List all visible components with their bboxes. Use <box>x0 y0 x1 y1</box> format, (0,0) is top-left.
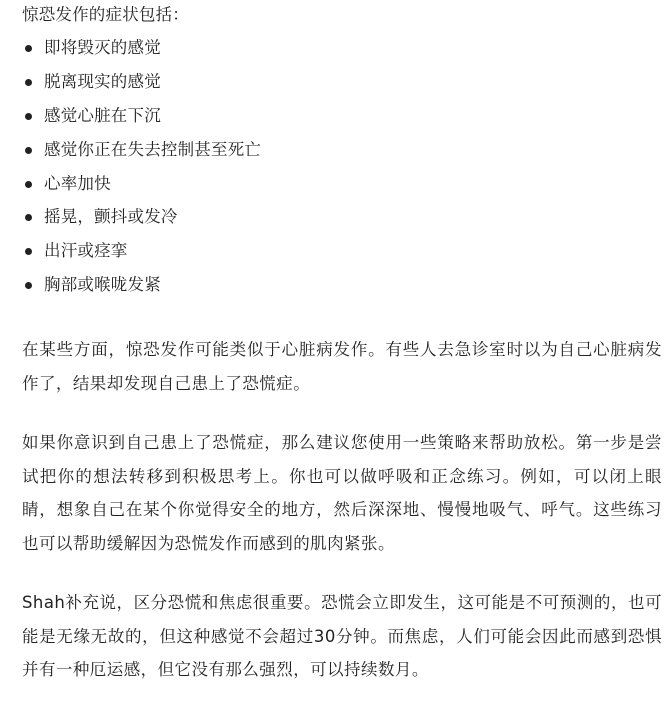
symptom-text: 感觉心脏在下沉 <box>44 105 161 125</box>
paragraph-relaxation: 如果你意识到自己患上了恐慌症，那么建议您使用一些策略来帮助放松。第一步是尝试把你的想法转移到积极思考上。你也可以做呼吸和正念练习。例如，可以闭上眼睛，想象自己在某个你觉得安全的地方，然后深深地、慢慢地吸气、呼气。这些练习也可以帮助缓解因为恐慌发作而感到的肌肉紧张。 <box>22 433 662 553</box>
bullet-icon <box>25 147 32 154</box>
symptom-text: 心率加快 <box>44 173 111 193</box>
symptom-text: 胸部或喉咙发紧 <box>44 275 161 295</box>
bullet-icon <box>25 45 32 52</box>
list-item <box>22 36 662 70</box>
symptoms-intro: 惊恐发作的症状包括： <box>22 5 189 24</box>
symptom-text: 即将毁灭的感觉 <box>44 38 161 57</box>
bullet-icon <box>25 214 32 221</box>
article-body <box>22 0 662 687</box>
bullet-icon <box>25 181 32 188</box>
list-item <box>22 104 662 138</box>
bullet-icon <box>25 248 32 255</box>
bullet-icon <box>25 282 32 289</box>
bullet-icon <box>25 113 32 120</box>
list-item <box>22 239 662 273</box>
list-item <box>22 172 662 206</box>
list-item <box>22 205 662 239</box>
list-item <box>22 273 662 307</box>
symptom-text: 脱离现实的感觉 <box>44 71 161 91</box>
symptom-text: 出汗或痉挛 <box>44 241 128 261</box>
list-item <box>22 138 662 172</box>
paragraph-panic-vs-anxiety: Shah补充说，区分恐慌和焦虑很重要。恐慌会立即发生，这可能是不可预测的，也可能是无缘无故的，但这种感觉不会超过30分钟。而焦虑，人们可能会因此而感到恐惧并有一种厄运感，但它没有那么强烈，可以持续数月。 <box>22 593 662 680</box>
symptom-list <box>22 36 662 307</box>
symptom-text: 感觉你正在失去控制甚至死亡 <box>44 139 262 159</box>
symptom-text: 摇晃，颤抖或发冷 <box>44 207 178 227</box>
bullet-icon <box>25 79 32 86</box>
paragraph-heart-attack: 在某些方面，惊恐发作可能类似于心脏病发作。有些人去急诊室时以为自己心脏病发作了，结果却发现自己患上了恐慌症。 <box>22 340 662 393</box>
list-item <box>22 70 662 104</box>
